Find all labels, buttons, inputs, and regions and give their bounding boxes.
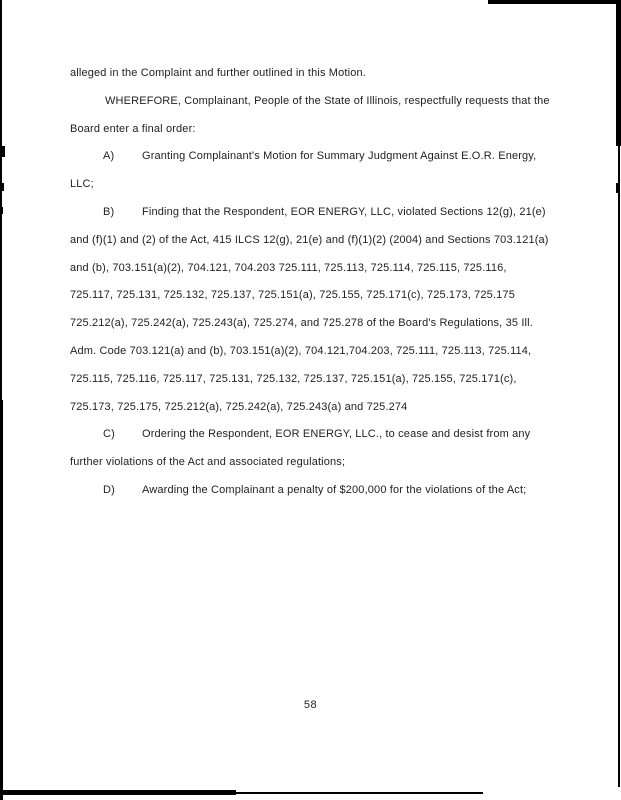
scan-edge-right-thick bbox=[616, 0, 621, 146]
scan-edge-left-thin bbox=[0, 0, 2, 400]
line-text: Board enter a final order: bbox=[70, 122, 196, 135]
line-text: Adm. Code 703.121(a) and (b), 703.151(a)(2), 704.121,704.203, 725.111, 725.113, 725.114, bbox=[70, 344, 532, 357]
list-item-label: D) bbox=[103, 483, 115, 496]
document-line bbox=[70, 171, 552, 199]
document-line bbox=[70, 449, 552, 477]
list-item-label: A) bbox=[103, 150, 115, 163]
line-text: Granting Complainant's Motion for Summary Judgment Against E.O.R. Energy, bbox=[142, 150, 537, 163]
document-line bbox=[70, 199, 552, 227]
scan-edge-bottom-thin bbox=[236, 792, 483, 794]
line-text: and (f)(1) and (2) of the Act, 415 ILCS 12(g), 21(e) and (f)(1)(2) (2004) and Sections 703.121(a) bbox=[70, 233, 549, 246]
line-text: further violations of the Act and associated regulations; bbox=[70, 456, 346, 469]
scan-edge-left-blob-1 bbox=[0, 146, 5, 157]
document-line bbox=[70, 366, 552, 394]
page-number: 58 bbox=[303, 699, 318, 711]
line-text: LLC; bbox=[70, 178, 94, 191]
document-line bbox=[70, 338, 552, 366]
document-line bbox=[70, 282, 552, 310]
document-line bbox=[70, 310, 552, 338]
list-item-label: B) bbox=[103, 205, 115, 218]
document-body bbox=[70, 60, 552, 505]
document-line bbox=[70, 88, 552, 116]
line-text: 725.212(a), 725.242(a), 725.243(a), 725.274, and 725.278 of the Board's Regulations, 35 Ill. bbox=[70, 317, 533, 330]
scan-edge-bottom-thick bbox=[0, 790, 236, 795]
line-text: and (b), 703.151(a)(2), 704.121, 704.203 725.111, 725.113, 725.114, 725.115, 725.116, bbox=[70, 261, 507, 274]
scan-edge-right-blob bbox=[616, 183, 620, 193]
document-lines bbox=[70, 60, 552, 505]
scan-edge-left-thick bbox=[0, 400, 3, 800]
scan-edge-right-thin bbox=[618, 146, 620, 787]
document-line bbox=[70, 227, 552, 255]
scan-edge-top-right-line bbox=[488, 0, 621, 4]
document-line bbox=[70, 116, 552, 144]
line-text: Ordering the Respondent, EOR ENERGY, LLC., to cease and desist from any bbox=[142, 428, 531, 441]
document-line bbox=[70, 255, 552, 283]
scan-edge-left-blob-2 bbox=[0, 183, 4, 191]
scan-edge-left-blob-3 bbox=[0, 207, 3, 214]
line-text: 725.173, 725.175, 725.212(a), 725.242(a), 725.243(a) and 725.274 bbox=[70, 400, 408, 413]
line-text: alleged in the Complaint and further outlined in this Motion. bbox=[70, 67, 366, 79]
list-item-label: C) bbox=[103, 428, 115, 441]
document-line bbox=[70, 394, 552, 422]
line-text: 725.117, 725.131, 725.132, 725.137, 725.151(a), 725.155, 725.171(c), 725.173, 725.175 bbox=[70, 289, 515, 302]
line-text: Finding that the Respondent, EOR ENERGY, LLC, violated Sections 12(g), 21(e) bbox=[142, 205, 546, 218]
document-line bbox=[70, 421, 552, 449]
line-text: WHEREFORE, Complainant, People of the State of Illinois, respectfully requests that the bbox=[105, 94, 550, 107]
line-text: Awarding the Complainant a penalty of $200,000 for the violations of the Act; bbox=[142, 483, 527, 496]
document-line bbox=[70, 143, 552, 171]
document-line bbox=[70, 60, 552, 88]
document-line bbox=[70, 477, 552, 505]
line-text: 725.115, 725.116, 725.117, 725.131, 725.132, 725.137, 725.151(a), 725.155, 725.171(c), bbox=[70, 372, 517, 385]
